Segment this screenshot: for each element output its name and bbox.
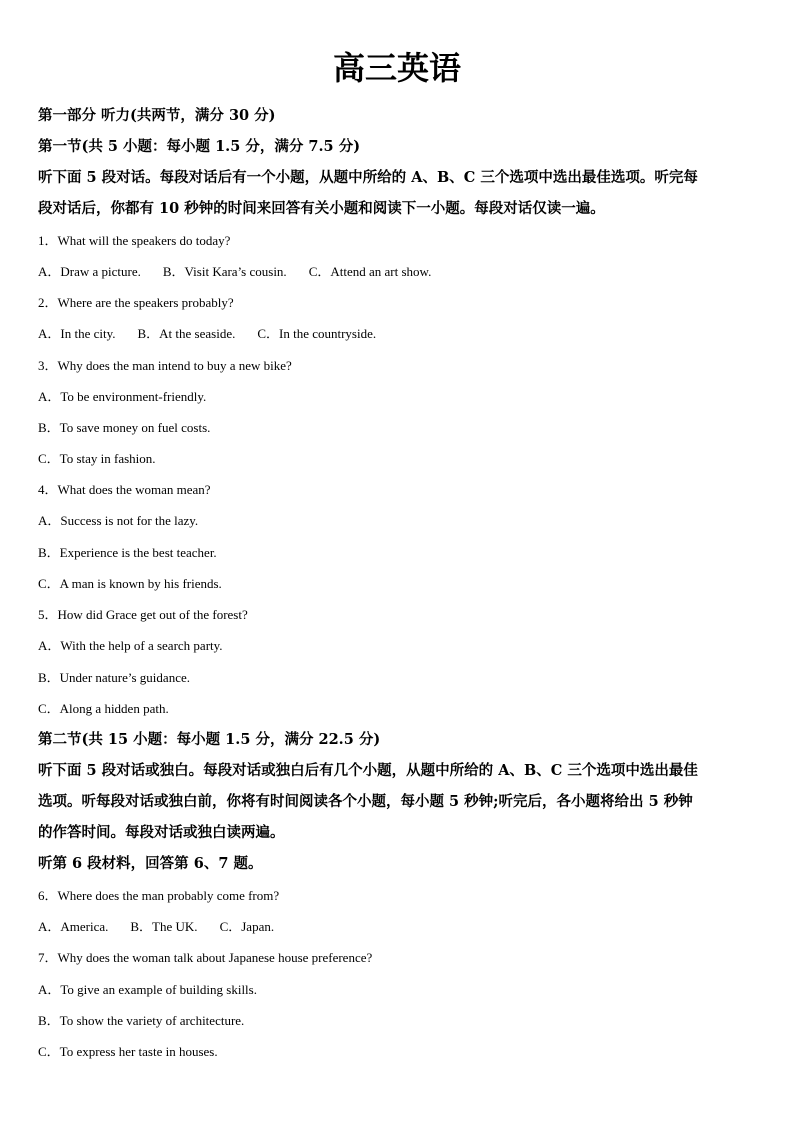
question-7-option-b[interactable]: B．To show the variety of architecture. — [38, 1013, 245, 1028]
question-7: 7．Why does the woman talk about Japanese house preference? — [38, 950, 373, 965]
question-4: 4．What does the woman mean? — [38, 482, 211, 497]
question-5: 5．How did Grace get out of the forest? — [38, 607, 248, 622]
question-6-option-c[interactable]: C．Japan. — [219, 919, 275, 934]
question-5-option-c[interactable]: C．Along a hidden path. — [38, 701, 169, 716]
question-4-option-a[interactable]: A．Success is not for the lazy. — [38, 513, 199, 528]
part1-heading: 第一部分 听力(共两节，满分 30 分) — [38, 107, 276, 124]
question-6-option-a[interactable]: A．America. — [38, 919, 109, 934]
question-2-option-a[interactable]: A．In the city. — [38, 326, 116, 341]
material-6-heading: 听第 6 段材料，回答第 6、7 题。 — [38, 855, 263, 872]
question-3-option-a[interactable]: A．To be environment-friendly. — [38, 389, 207, 404]
question-3-option-c[interactable]: C．To stay in fashion. — [38, 451, 156, 466]
question-1-option-c[interactable]: C．Attend an art show. — [308, 264, 432, 279]
question-3-option-b[interactable]: B．To save money on fuel costs. — [38, 420, 211, 435]
question-7-option-a[interactable]: A．To give an example of building skills. — [38, 982, 257, 997]
question-6-option-b[interactable]: B．The UK. — [130, 919, 198, 934]
section2-heading: 第二节(共 15 小题：每小题 1.5 分，满分 22.5 分) — [38, 731, 381, 748]
question-2-option-c[interactable]: C．In the countryside. — [257, 326, 377, 341]
section1-instructions-line1: 听下面 5 段对话。每段对话后有一个小题，从题中所给的 A、B、C 三个选项中选出最佳选项。听完每 — [38, 169, 698, 186]
section1-heading: 第一节(共 5 小题：每小题 1.5 分，满分 7.5 分) — [38, 138, 361, 155]
question-5-option-a[interactable]: A．With the help of a search party. — [38, 638, 223, 653]
section2-instructions-line3: 的作答时间。每段对话或独白读两遍。 — [38, 824, 285, 841]
section2-instructions-line2: 选项。听每段对话或独白前，你将有时间阅读各个小题，每小题 5 秒钟;听完后，各小题将给出 5 秒钟 — [38, 793, 693, 810]
question-5-option-b[interactable]: B．Under nature’s guidance. — [38, 670, 190, 685]
question-1-option-b[interactable]: B．Visit Kara’s cousin. — [162, 264, 287, 279]
section2-instructions-line1: 听下面 5 段对话或独白。每段对话或独白后有几个小题，从题中所给的 A、B、C 三个选项中选出最佳 — [38, 762, 698, 779]
question-3: 3．Why does the man intend to buy a new bike? — [38, 358, 292, 373]
question-4-option-c[interactable]: C．A man is known by his friends. — [38, 576, 222, 591]
question-2-options — [38, 325, 376, 343]
question-7-option-c[interactable]: C．To express her taste in houses. — [38, 1044, 218, 1059]
question-2-option-b[interactable]: B．At the seaside. — [137, 326, 236, 341]
question-1-options — [38, 263, 431, 281]
question-2: 2．Where are the speakers probably? — [38, 295, 234, 310]
question-6-options — [38, 918, 274, 936]
question-6: 6．Where does the man probably come from? — [38, 888, 280, 903]
question-4-option-b[interactable]: B．Experience is the best teacher. — [38, 545, 217, 560]
question-1-option-a[interactable]: A．Draw a picture. — [38, 264, 141, 279]
question-1: 1．What will the speakers do today? — [38, 233, 231, 248]
page-title: 高三英语 — [332, 49, 461, 87]
section1-instructions-line2: 段对话后，你都有 10 秒钟的时间来回答有关小题和阅读下一小题。每段对话仅读一遍。 — [38, 200, 605, 217]
